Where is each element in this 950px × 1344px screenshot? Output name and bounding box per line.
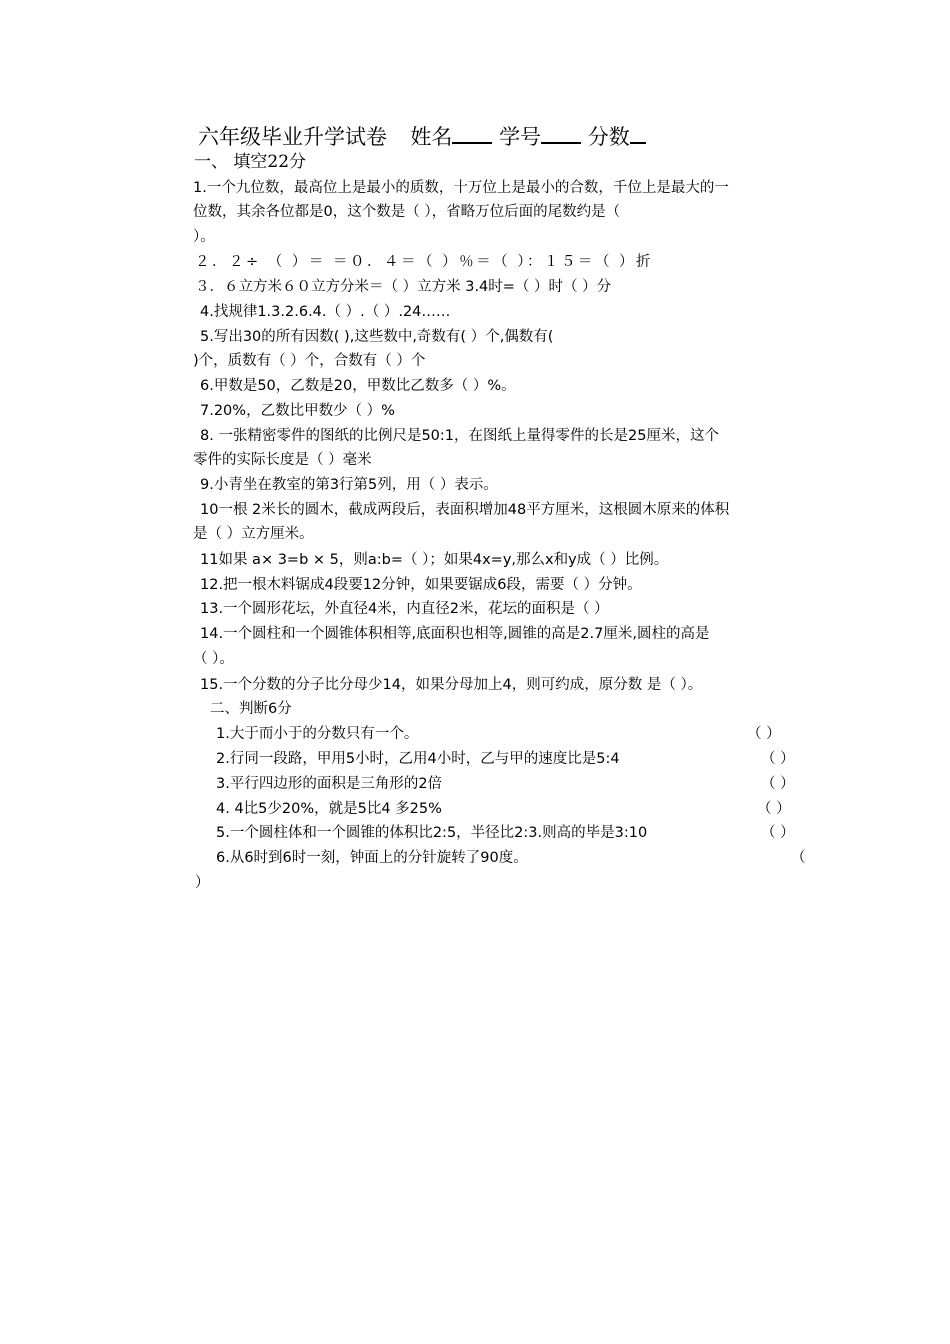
name-blank [452,122,492,144]
judge-item-3-text: 3.平行四边形的面积是三角形的2倍 [216,776,443,792]
question-11: 11如果 a× 3=b × 5，则a:b=（ ）；如果4x=y,那么x和y成（ ）比例。 [200,552,669,568]
question-1-line-1: 1.一个九位数，最高位上是最小的质数，十万位上是最小的合数，千位上是最大的一 [193,180,729,196]
id-label: 学号 [499,125,542,149]
judge-item-2-bracket: （ ） [761,751,795,767]
exam-title [198,122,646,152]
question-1-line-3: ）。 [193,229,215,245]
judge-item-6-wrap: ） [195,875,210,891]
judge-item-1-bracket: （ ） [747,726,781,742]
question-10-line-2: 是（ ）立方厘米。 [193,526,314,542]
question-14-line-2: （ ）。 [193,651,234,667]
name-label: 姓名 [410,125,453,149]
question-4: 4.找规律1.3.2.6.4.（ ）.（ ）.24…… [200,304,451,320]
exam-title-text: 六年级毕业升学试卷 [198,125,387,149]
judge-item-4-bracket: （ ） [757,801,791,817]
judge-item-6-text: 6.从6时到6时一刻，钟面上的分针旋转了90度。 [216,850,528,866]
id-blank [541,122,581,144]
judge-item-3-bracket: （ ） [761,776,795,792]
judge-item-5-bracket: （ ） [761,825,795,841]
question-12: 12.把一根木料锯成4段要12分钟，如果要锯成6段，需要（ ）分钟。 [200,577,642,593]
section1-heading: 一、 填空22分 [194,152,307,172]
question-2: ２．２÷ （ ）＝ ＝０．４＝（ ）％＝（ ）：１５＝（ ）折 [195,254,654,270]
question-8-line-1: 8. 一张精密零件的图纸的比例尺是50:1，在图纸上量得零件的长是25厘米，这个 [200,428,719,444]
score-blank [630,122,646,144]
judge-item-2-text: 2.行同一段路，甲用5小时，乙用4小时，乙与甲的速度比是5:4 [216,751,620,767]
question-3: ３．６立方米６０立方分米＝（ ）立方米 3.4时=（ ）时（ ）分 [195,279,612,295]
question-1-line-2: 位数，其余各位都是0，这个数是（ ），省略万位后面的尾数约是（ [193,204,621,220]
question-15: 15.一个分数的分子比分母少14，如果分母加上4，则可约成，原分数 是（ ）。 [200,677,703,693]
question-14-line-1: 14.一个圆柱和一个圆锥体积相等,底面积也相等,圆锥的高是2.7厘米,圆柱的高是 [200,626,710,642]
judge-item-6-bracket: （ [791,850,806,866]
judge-item-4-text: 4. 4比5少20%，就是5比4 多25% [216,801,442,817]
question-7: 7.20%，乙数比甲数少（ ）% [200,403,395,419]
question-5-line-1: 5.写出30的所有因数( ),这些数中,奇数有( ）个,偶数有( [200,329,554,345]
question-5-line-2: )个，质数有（ ）个，合数有（ ）个 [193,353,426,369]
section2-heading: 二、判断6分 [210,701,292,717]
question-13: 13.一个圆形花坛，外直径4米，内直径2米，花坛的面积是（ ） [200,601,609,617]
question-9: 9.小青坐在教室的第3行第5列，用（ ）表示。 [200,477,498,493]
question-8-line-2: 零件的实际长度是（ ）毫米 [193,452,372,468]
question-10-line-1: 10一根 2米长的圆木，截成两段后，表面积增加48平方厘米，这根圆木原来的体积 [200,502,730,518]
judge-item-5-text: 5.一个圆柱体和一个圆锥的体积比2:5，半径比2:3.则高的毕是3:10 [216,825,648,841]
score-label: 分数 [587,125,630,149]
judge-item-1-text: 1.大于而小于的分数只有一个。 [216,726,419,742]
question-6: 6.甲数是50，乙数是20，甲数比乙数多（ ）%。 [200,378,516,394]
